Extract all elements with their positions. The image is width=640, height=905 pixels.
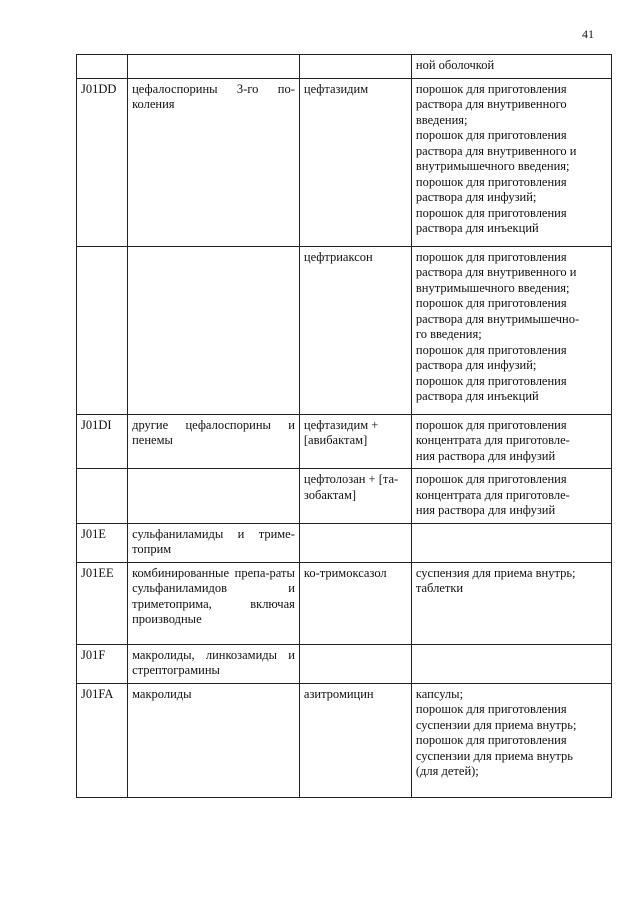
dosage-form-line: концентрата для приготовле- <box>415 487 570 502</box>
dosage-form-line: капсулы; <box>415 686 464 701</box>
dosage-form-line: порошок для приготовления <box>415 342 567 357</box>
drug-group-cell: макролиды <box>128 683 300 797</box>
dosage-form-line: введения; <box>415 112 468 127</box>
dosage-form-line: порошок для приготовления <box>415 249 567 264</box>
table-row <box>77 562 612 644</box>
dosage-form-line: порошок для приготовления <box>415 472 567 486</box>
drug-name-cell: цефтолозан + [та-зобактам] <box>299 469 411 524</box>
dosage-form-line: порошок для приготовления <box>415 81 567 96</box>
drug-name-cell: цефтазидим <box>299 78 411 246</box>
drug-group-cell: сульфаниламиды и триме-топрим <box>128 523 300 562</box>
dosage-form-cell <box>411 78 611 246</box>
drug-table <box>76 54 612 798</box>
atc-code-cell: J01E <box>77 523 128 562</box>
drug-name-cell <box>299 523 411 562</box>
dosage-form-cell <box>411 469 611 524</box>
dosage-form-line: порошок для приготовления <box>415 128 567 142</box>
dosage-form-cell <box>411 683 611 797</box>
atc-code-cell <box>77 246 128 414</box>
drug-name-cell: цефтриаксон <box>299 246 411 414</box>
dosage-form-line: концентрата для приготовле- <box>415 433 570 447</box>
dosage-form-line: ной оболочкой <box>415 58 495 72</box>
dosage-form-line: таблетки <box>415 581 464 595</box>
drug-name-cell <box>299 55 411 79</box>
drug-group-cell: комбинированные препа-раты сульфаниламидов и триметоприма, включая производные <box>128 562 300 644</box>
dosage-form-line: раствора для инъекций <box>415 221 539 235</box>
dosage-form-line: порошок для приготовления <box>415 373 567 388</box>
page-number: 41 <box>582 27 594 41</box>
drug-name-cell: ко-тримоксазол <box>299 562 411 644</box>
dosage-form-cell <box>411 562 611 644</box>
drug-name-cell: цефтазидим + [авибактам] <box>299 414 411 469</box>
dosage-form-line: внутримышечного введения; <box>415 159 570 173</box>
table-row <box>77 414 612 469</box>
dosage-form-line: порошок для приготовления <box>415 417 567 432</box>
atc-code-cell: J01FA <box>77 683 128 797</box>
atc-code-cell: J01DD <box>77 78 128 246</box>
dosage-form-cell <box>411 644 611 683</box>
table-row <box>77 55 612 79</box>
dosage-form-line: порошок для приготовления <box>415 205 567 220</box>
atc-code-cell: J01F <box>77 644 128 683</box>
dosage-form-line: раствора для внутривенного и <box>415 143 577 158</box>
dosage-form-line: суспензия для приема внутрь; <box>415 565 576 580</box>
drug-group-cell: другие цефалоспорины и пенемы <box>128 414 300 469</box>
dosage-form-line: го введения; <box>415 327 482 341</box>
dosage-form-line: ния раствора для инфузий <box>415 503 556 517</box>
drug-group-cell: макролиды, линкозамиды и стрептограмины <box>128 644 300 683</box>
drug-group-cell: цефалоспорины 3-го по-коления <box>128 78 300 246</box>
dosage-form-line: порошок для приготовления <box>415 733 567 747</box>
table-row <box>77 644 612 683</box>
dosage-form-line: внутримышечного введения; <box>415 280 570 295</box>
table-row <box>77 469 612 524</box>
atc-code-cell <box>77 469 128 524</box>
dosage-form-line: порошок для приготовления <box>415 174 567 189</box>
dosage-form-line: раствора для инфузий; <box>415 190 537 204</box>
dosage-form-line: раствора для инфузий; <box>415 358 537 372</box>
table-row <box>77 246 612 414</box>
atc-code-cell: J01EE <box>77 562 128 644</box>
dosage-form-line: ния раствора для инфузий <box>415 448 556 463</box>
dosage-form-line: (для детей); <box>415 764 479 778</box>
dosage-form-line: порошок для приготовления <box>415 296 567 310</box>
dosage-form-line: порошок для приготовления <box>415 702 567 716</box>
drug-name-cell <box>299 644 411 683</box>
table-row <box>77 683 612 797</box>
table-row <box>77 78 612 246</box>
dosage-form-cell <box>411 523 611 562</box>
dosage-form-line: суспензии для приема внутрь <box>415 748 573 763</box>
dosage-form-line: раствора для внутривенного <box>415 97 567 111</box>
table-row <box>77 523 612 562</box>
dosage-form-line: раствора для внутримышечно- <box>415 311 580 326</box>
atc-code-cell: J01DI <box>77 414 128 469</box>
drug-group-cell <box>128 246 300 414</box>
dosage-form-line: раствора для внутривенного и <box>415 265 577 279</box>
drug-name-cell: азитромицин <box>299 683 411 797</box>
dosage-form-cell <box>411 414 611 469</box>
drug-group-cell <box>128 469 300 524</box>
dosage-form-cell <box>411 55 611 79</box>
drug-group-cell <box>128 55 300 79</box>
atc-code-cell <box>77 55 128 79</box>
dosage-form-line: суспензии для приема внутрь; <box>415 717 577 732</box>
dosage-form-line: раствора для инъекций <box>415 389 539 403</box>
dosage-form-cell <box>411 246 611 414</box>
